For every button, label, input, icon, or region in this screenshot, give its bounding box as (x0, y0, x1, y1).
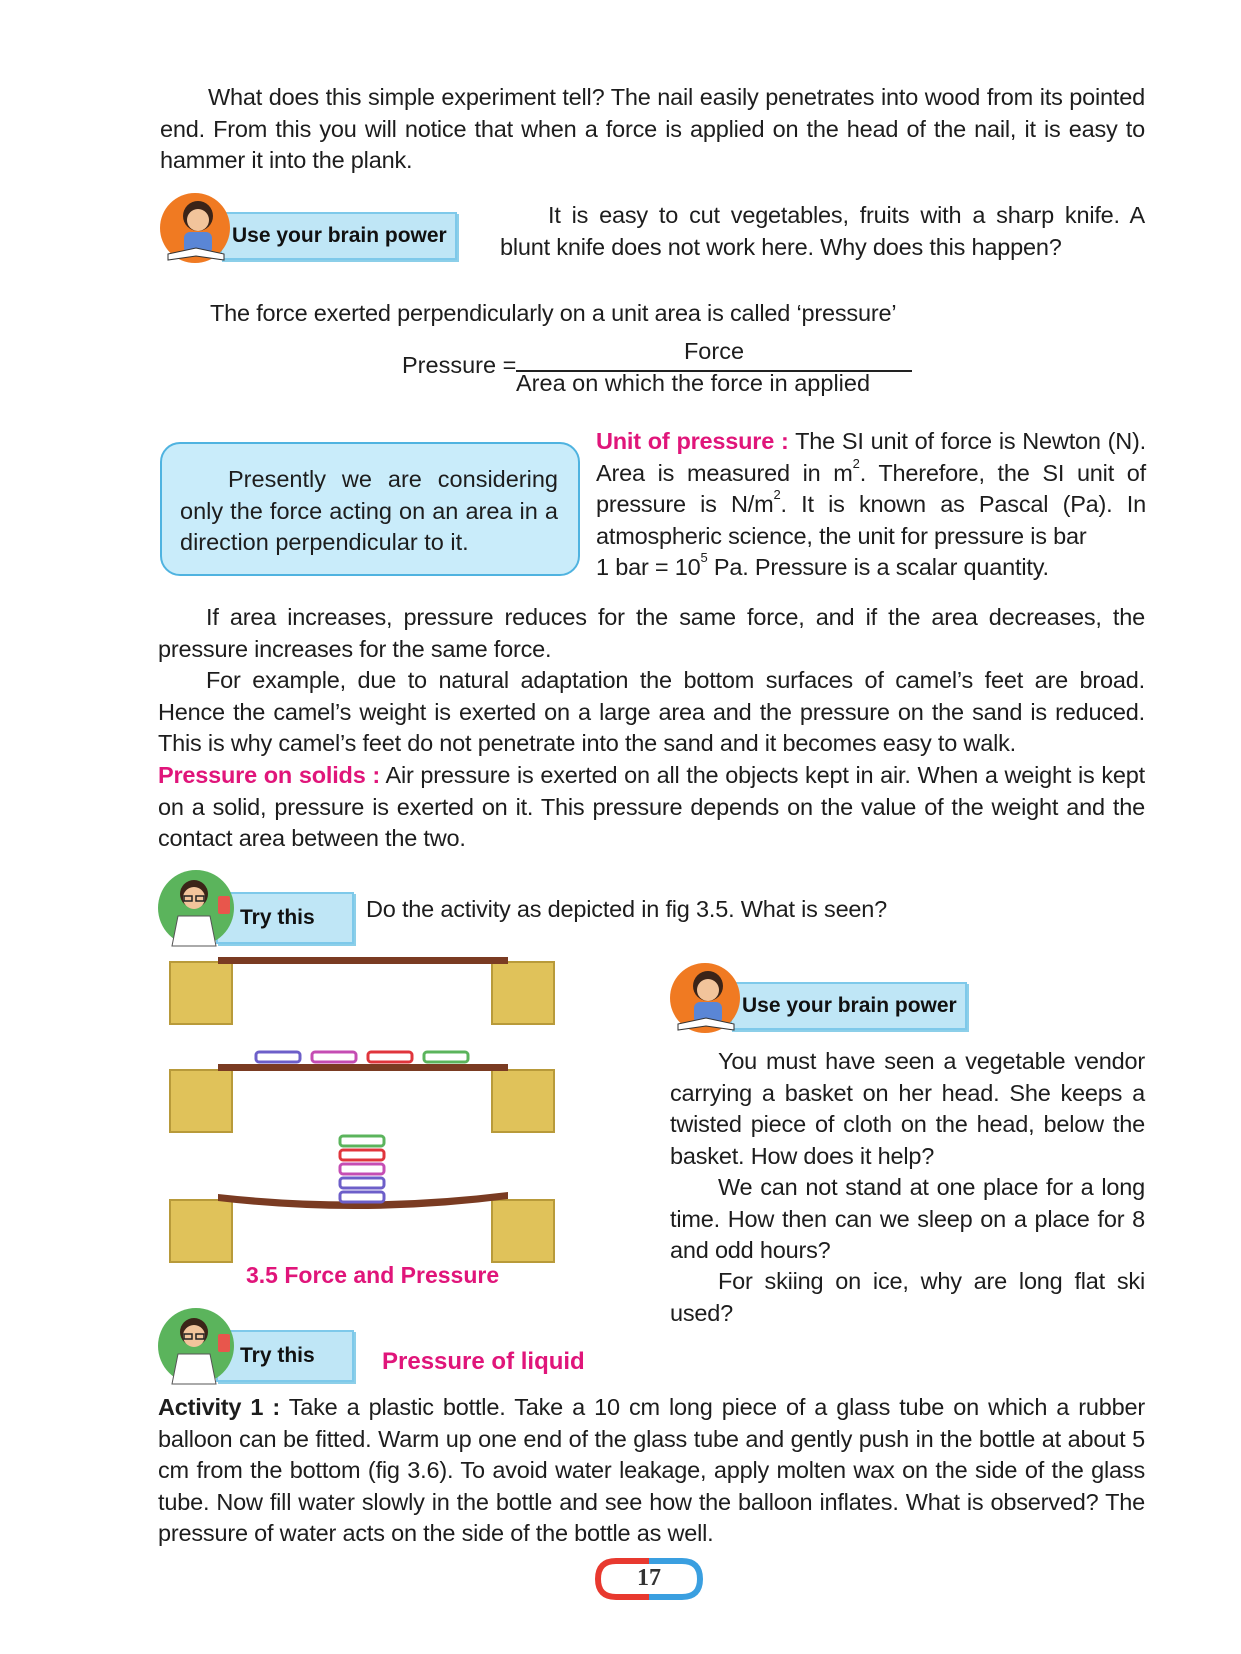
support-block (170, 1070, 232, 1132)
brain-power-2-para-1: You must have seen a vegetable vendor carrying a basket on her head. She keeps a twisted piece of cloth on the head, below the basket. How does it help? (670, 1048, 1145, 1169)
pressure-on-solids-heading: Pressure on solids : (158, 762, 380, 788)
formula-numerator: Force (683, 338, 745, 364)
page-number-badge (594, 1558, 704, 1600)
unit-text-3: . It is known as Pascal (Pa). In atmospheric science, the unit for pressure is bar (596, 491, 1146, 549)
unit-text-1: The SI unit of force is Newton (N). Area is measured in m (596, 428, 1147, 486)
try-this-badge (156, 866, 356, 948)
note-box (160, 442, 580, 576)
figure-caption: 3.5 Force and Pressure (246, 1262, 500, 1288)
activity-paragraph (158, 1392, 1145, 1550)
try-this-1-text: Do the activity as depicted in fig 3.5. What is seen? (366, 896, 888, 922)
brain-power-2-para-3: For skiing on ice, why are long flat ski used? (670, 1268, 1145, 1326)
unit-sup-2: 2 (773, 487, 781, 502)
brain-power-badge (158, 188, 463, 264)
try-this-label: Try this (240, 1344, 315, 1367)
scientist-icon (156, 866, 240, 948)
brain-power-2-para-2: We can not stand at one place for a long time. How then can we sleep on a place for 8 and odd hours? (670, 1174, 1145, 1263)
bar-definition (596, 552, 1146, 584)
girl-reading-icon (668, 958, 748, 1034)
brain-power-1-text: It is easy to cut vegetables, fruits with a sharp knife. A blunt knife does not work here. Why does this happen? (500, 202, 1145, 260)
brain-power-label: Use your brain power (232, 224, 447, 247)
support-block (170, 962, 232, 1024)
plank (218, 1064, 508, 1071)
bar-prefix: 1 bar = 10 (596, 554, 701, 580)
page-number: 17 (637, 1565, 661, 1591)
brain-power-label: Use your brain power (742, 994, 957, 1017)
books-spread (256, 1052, 468, 1062)
camel-paragraph: For example, due to natural adaptation the bottom surfaces of camel’s feet are broad. Hence the camel’s weight is exerted on a large area and the pressure on the sand is reduced. This is why camel’s feet do not penetrate into the sand and it becomes easy to walk. (158, 667, 1145, 756)
support-block (492, 1070, 554, 1132)
brain-power-label-box (220, 212, 457, 260)
support-block (492, 962, 554, 1024)
pressure-definition: The force exerted perpendicularly on a unit area is called ‘pressure’ (210, 300, 897, 326)
books-stacked (340, 1136, 384, 1202)
formula-lhs: Pressure = (402, 352, 517, 378)
try-this-label: Try this (240, 906, 315, 929)
activity-text: Take a plastic bottle. Take a 10 cm long piece of a glass tube on which a rubber balloon can be fitted. Warm up one end of the glass tube and gently push in the bottle at about 5 cm from the bottom (fig 3.6). To avoid water leakage, apply molten wax on the side of the glass tube. Now fill water slowly in the bottle and see how the balloon inflates. What is observed? The pressure of water acts on the side of the bottle as well. (158, 1394, 1145, 1546)
force-pressure-figure (164, 948, 560, 1276)
unit-sup-1: 2 (852, 455, 860, 471)
activity-heading: Activity 1 : (158, 1394, 280, 1420)
support-block (170, 1200, 232, 1262)
try-this-badge (156, 1304, 356, 1386)
note-box-text: Presently we are considering only the force acting on an area in a direction perpendicular to it. (180, 466, 558, 555)
bar-sup: 5 (700, 550, 708, 565)
unit-text-2: . Therefore, the SI unit of pressure is N/m (596, 459, 1146, 517)
area-paragraph: If area increases, pressure reduces for the same force, and if the area decreases, the pressure increases for the same force. (158, 604, 1145, 662)
pressure-on-solids-text: Air pressure is exerted on all the objects kept in air. When a weight is kept on a solid, pressure is exerted on it. This pressure depends on the value of the weight and the contact area between the two. (158, 762, 1145, 851)
support-block (492, 1200, 554, 1262)
scientist-icon (156, 1304, 240, 1386)
pressure-on-solids-paragraph (158, 760, 1145, 855)
girl-reading-icon (158, 188, 238, 264)
pressure-of-liquid-heading: Pressure of liquid (382, 1348, 585, 1375)
bar-suffix: Pa. Pressure is a scalar quantity. (707, 554, 1049, 580)
intro-paragraph: What does this simple experiment tell? The nail easily penetrates into wood from its pointed end. From this you will notice that when a force is applied on the head of the nail, it is easy to hammer it into the plank. (160, 84, 1145, 173)
unit-of-pressure-heading: Unit of pressure : (596, 428, 789, 454)
brain-power-badge (668, 958, 973, 1034)
brain-power-label-box (730, 982, 967, 1030)
formula-denominator: Area on which the force in applied (516, 370, 871, 396)
plank (218, 957, 508, 964)
unit-of-pressure-paragraph (596, 426, 1146, 584)
